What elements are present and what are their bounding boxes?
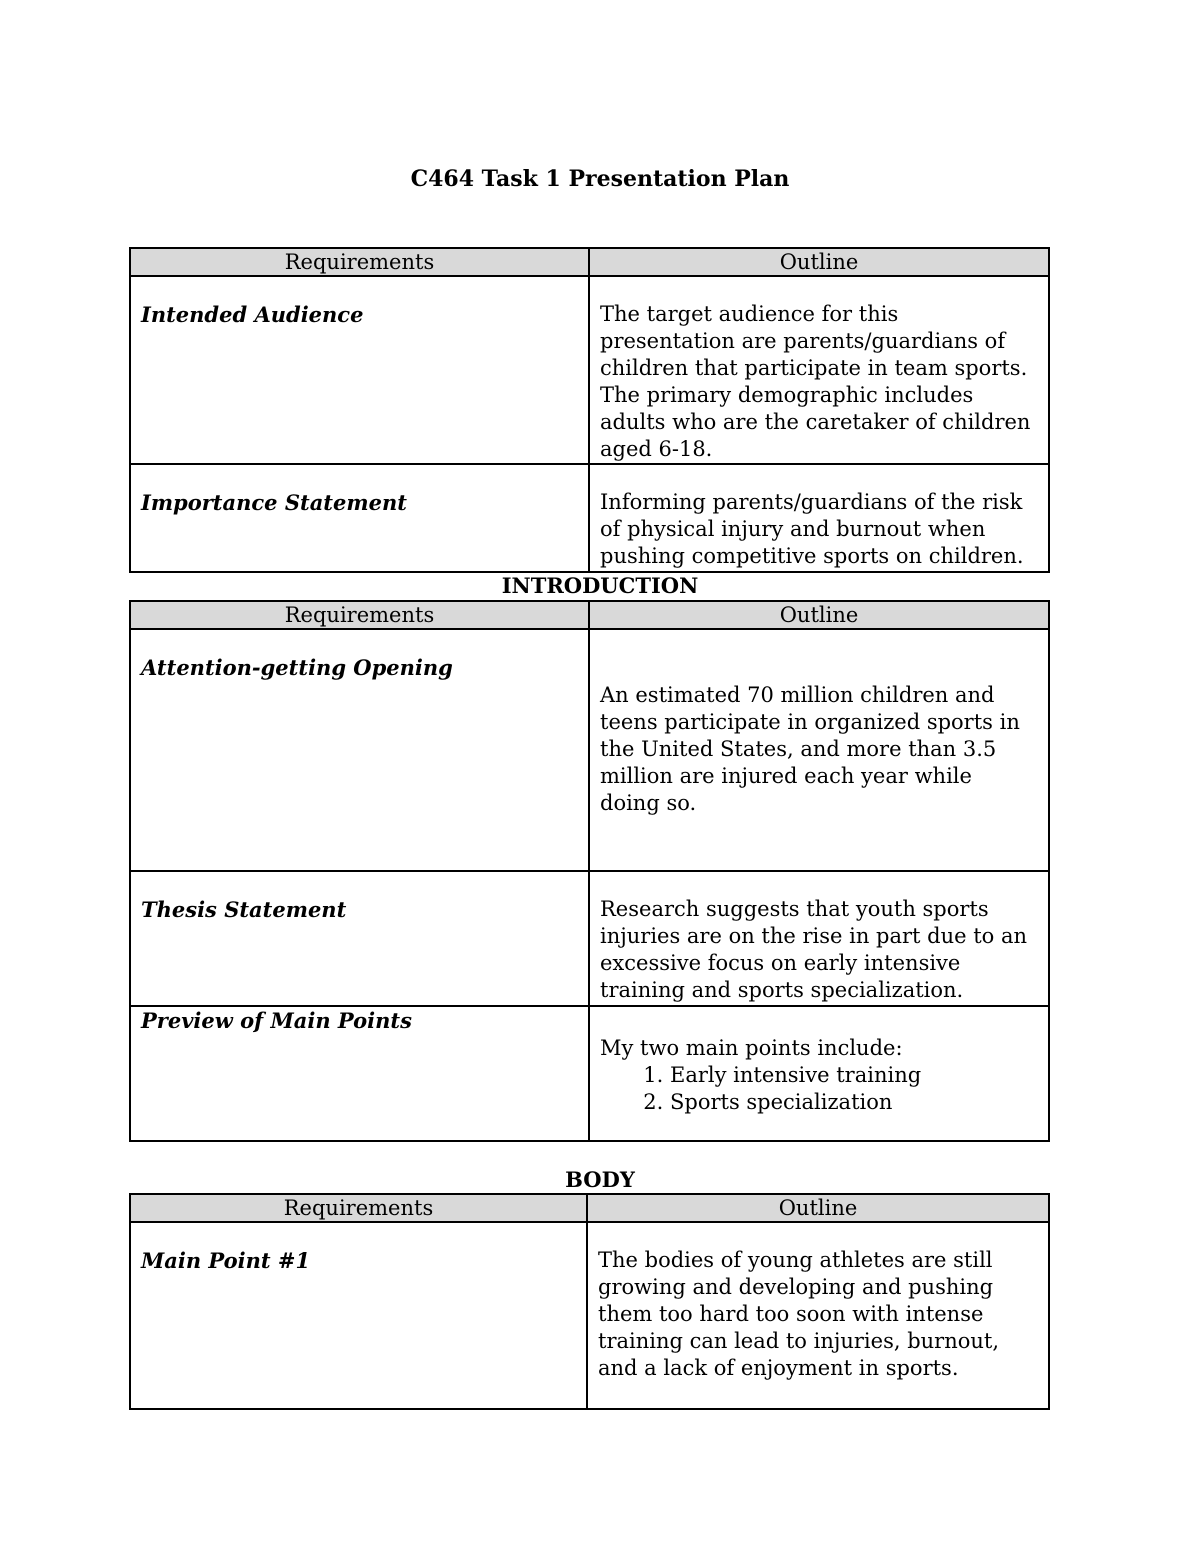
list-item: 1. Early intensive training: [670, 1062, 1038, 1089]
document-title: C464 Task 1 Presentation Plan: [410, 166, 790, 192]
table-header-row: [130, 601, 1049, 629]
main-points-list: [600, 1062, 1038, 1116]
body-table: [129, 1193, 1050, 1410]
introduction-heading: INTRODUCTION: [501, 573, 699, 598]
list-item: 2. Sports specialization: [670, 1089, 1038, 1116]
importance-statement-text: Informing parents/guardians of the risk of physical injury and burnout when pushing competitive sports on children.: [589, 464, 1049, 572]
importance-statement-label: Importance Statement: [130, 464, 589, 572]
table-row: [130, 1006, 1049, 1141]
requirements-header: Requirements: [130, 601, 589, 629]
overview-table: [129, 247, 1050, 573]
outline-header: Outline: [587, 1194, 1049, 1222]
body-heading: BODY: [565, 1167, 635, 1192]
outline-header: Outline: [589, 601, 1049, 629]
requirements-header: Requirements: [130, 248, 589, 276]
table-row: [130, 276, 1049, 464]
table-header-row: [130, 248, 1049, 276]
intended-audience-label: Intended Audience: [130, 276, 589, 464]
main-point-1-label: Main Point #1: [130, 1222, 587, 1409]
table-row: [130, 464, 1049, 572]
preview-main-points-text: My two main points include:: [600, 1036, 903, 1060]
table-row: [130, 871, 1049, 1006]
main-point-1-text: The bodies of young athletes are still growing and developing and pushing them too hard too soon with intense training can lead to injuries, burnout, and a lack of enjoyment in sports.: [587, 1222, 1049, 1409]
attention-opening-label: Attention-getting Opening: [130, 629, 589, 871]
preview-main-points-label: Preview of Main Points: [130, 1006, 589, 1141]
attention-opening-text: An estimated 70 million children and teens participate in organized sports in the United States, and more than 3.5 million are injured each year while doing so.: [589, 629, 1049, 871]
table-row: [130, 1222, 1049, 1409]
introduction-table: [129, 600, 1050, 1142]
thesis-statement-label: Thesis Statement: [130, 871, 589, 1006]
requirements-header: Requirements: [130, 1194, 587, 1222]
intended-audience-text: The target audience for this presentation are parents/guardians of children that participate in team sports. The primary demographic includes adults who are the caretaker of children aged 6-18.: [589, 276, 1049, 464]
preview-main-points-cell: [589, 1006, 1049, 1141]
outline-header: Outline: [589, 248, 1049, 276]
thesis-statement-text: Research suggests that youth sports injuries are on the rise in part due to an excessive focus on early intensive training and sports specialization.: [589, 871, 1049, 1006]
table-row: [130, 629, 1049, 871]
table-header-row: [130, 1194, 1049, 1222]
